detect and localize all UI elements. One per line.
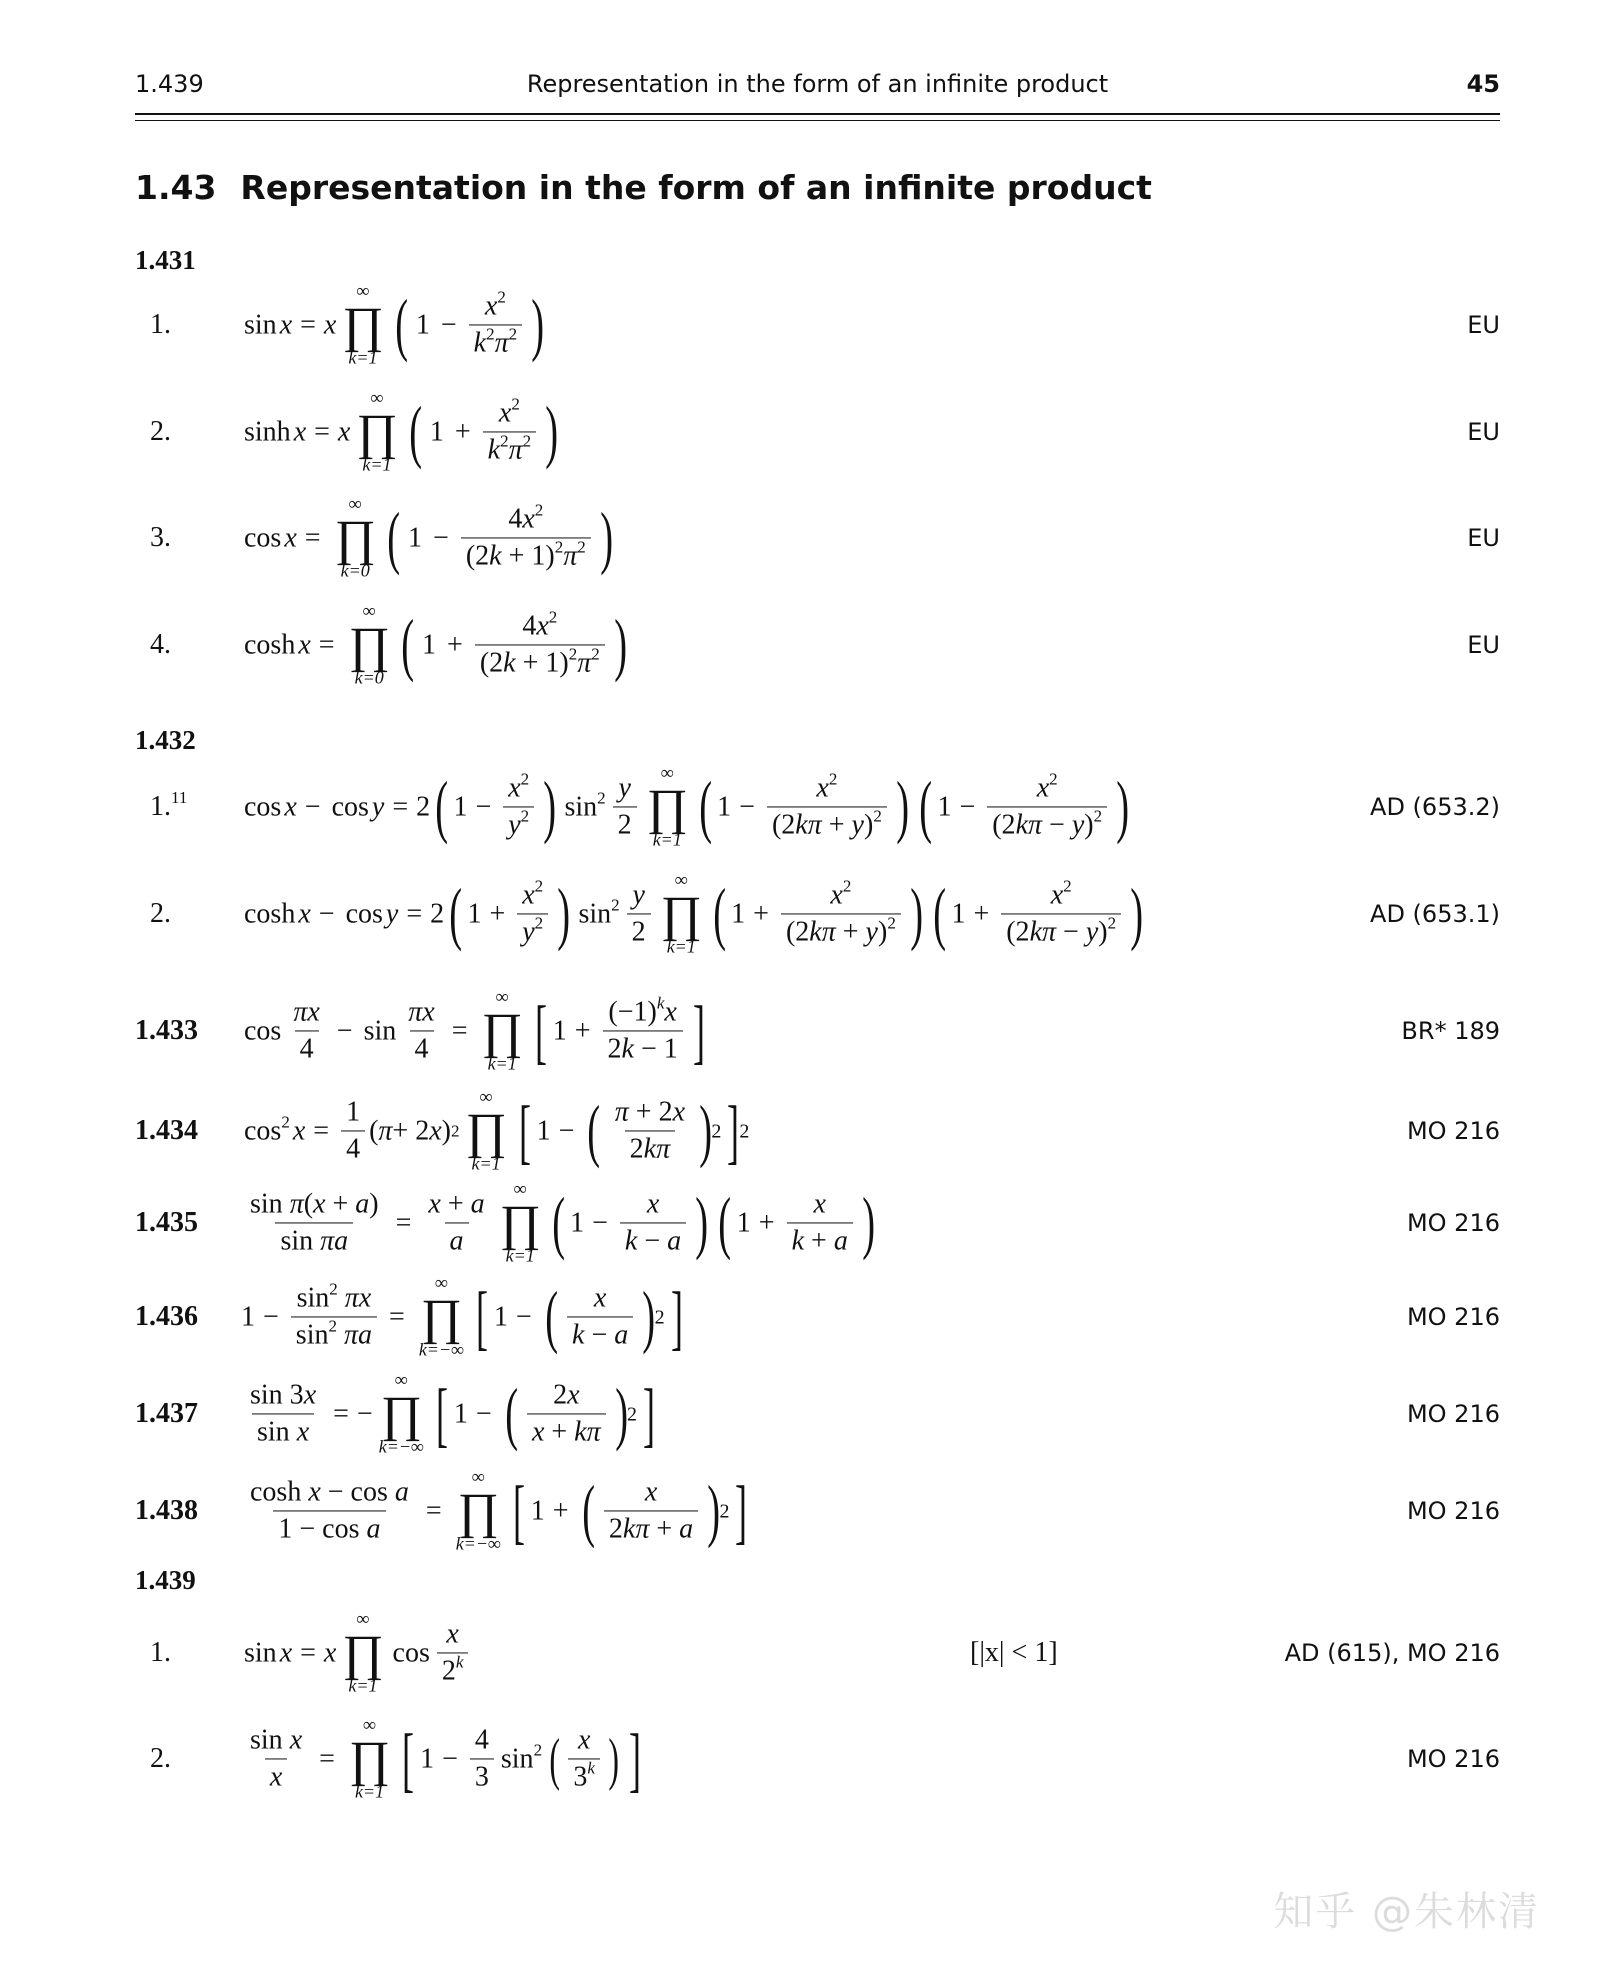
formula-1437 <box>135 1367 1500 1461</box>
formula-number: 2. <box>150 416 171 447</box>
formula-number: 1.433 <box>135 1015 198 1046</box>
formula-number: 3. <box>150 522 171 553</box>
formula-number: 1. <box>150 1637 171 1668</box>
formula-reference: MO 216 <box>1406 1303 1500 1331</box>
formula-reference: MO 216 <box>1406 1745 1500 1773</box>
formula-expression: cosh x = ∞ ∏ k=0 ( 1 + $\frac{4x^2}{(2k + 1)^2\pi^2}$ ) <box>244 600 627 688</box>
formula-expression: 1 − $\frac{\sin^2 \pi x}{\sin^2 \pi a}$ = ∞ ∏ k=−∞ [ 1 − ( $\frac{x}{k - a}$ ) 2 ] <box>241 1272 683 1360</box>
formula-reference: AD (653.2) <box>1370 793 1500 821</box>
header-section-ref: 1.439 <box>135 70 204 98</box>
formula-reference: EU <box>1467 311 1500 339</box>
footnote-marker: 11 <box>171 788 188 808</box>
formula-reference: AD (653.1) <box>1370 900 1500 928</box>
formula-1431-3 <box>135 493 1500 583</box>
formula-1432-2 <box>135 867 1500 961</box>
formula-1433 <box>135 985 1500 1077</box>
formula-number: 2. <box>150 1743 171 1774</box>
formula-expression: $\frac{\sin 3x}{\text{sin x}}$ = − ∞ ∏ k=−∞ [ 1 − ( $\frac{2x}{x + k\pi}$ ) 2 ] <box>250 1369 655 1457</box>
formula-reference: MO 216 <box>1406 1497 1500 1525</box>
watermark: 知乎 @朱林清 <box>1273 1889 1540 1935</box>
formula-number: 1.437 <box>135 1398 198 1429</box>
group-heading-1431: 1.431 <box>135 245 196 275</box>
formula-expression: $\frac{\text{sin x}}{x}$ = ∞ ∏ k=1 [ 1 − $\frac{4}{3}$ $\sin^2$ ( $\frac{x}{3^k}$ ) ] <box>250 1714 642 1802</box>
formula-number: 1.438 <box>135 1495 198 1526</box>
formula-expression: sinh x = x ∞ ∏ k=1 ( 1 + $\frac{x^2}{k^2\pi^2}$ ) <box>244 387 559 475</box>
formula-condition: [|x| < 1] <box>970 1637 1058 1668</box>
formula-1432-1 <box>135 760 1500 854</box>
formula-1431-4 <box>135 600 1500 690</box>
formula-number: 1.434 <box>135 1115 198 1146</box>
formula-reference: BR* 189 <box>1401 1017 1500 1045</box>
formula-expression: cos $\frac{\pi x}{4}$ − sin $\frac{\pi x}{4}$ = ∞ ∏ k=1 [ 1 + $\frac{(-1)^kx}{2k - 1}$ ] <box>244 986 705 1074</box>
formula-expression: cos x = ∞ ∏ k=0 ( 1 − $\frac{4x^2}{(2k + 1)^2\pi^2}$ ) <box>244 493 613 581</box>
group-heading-1432: 1.432 <box>135 725 196 755</box>
formula-1431-1 <box>135 280 1500 370</box>
section-number: 1.43 <box>135 168 217 207</box>
formula-number: 1.436 <box>135 1301 198 1332</box>
formula-expression: cosh x − cos y = 2 ( 1 + $\frac{x^2}{y^2}$ ) $\sin^2$ $\frac{y}{2}$ ∞ ∏ k=1 ( 1 + $\frac{x^2}{(2k\pi + y)^2}$ ) ( 1 + $\frac{x^2}{(2k\pi - y)^2}$ ) <box>244 869 1144 957</box>
section-heading <box>135 168 1152 207</box>
formula-number: 1.435 <box>135 1207 198 1238</box>
formula-1434 <box>135 1085 1500 1177</box>
formula-1439-2 <box>135 1714 1500 1804</box>
formula-reference: EU <box>1467 418 1500 446</box>
formula-number: 4. <box>150 629 171 660</box>
formula-1436 <box>135 1270 1500 1364</box>
formula-reference: MO 216 <box>1406 1209 1500 1237</box>
formula-expression: $\frac{\text{sin π(x + a)}}{\text{sin πa}}$ = $\frac{x + a}{a}$ ∞ ∏ k=1 ( 1 − $\frac{x}{k - a}$ ) ( 1 + $\frac{x}{k + a}$ ) <box>250 1178 875 1266</box>
header-rule-thin <box>135 120 1500 121</box>
formula-1438 <box>135 1464 1500 1558</box>
formula-1439-1 <box>135 1608 1500 1698</box>
formula-expression: $\cos^2$ x = $\frac{1}{4}$ ( π + 2 x ) 2 ∞ ∏ k=1 [ 1 − ( $\frac{\pi + 2x}{2k\pi}$ ) 2 ] 2 <box>244 1086 750 1174</box>
page-number: 45 <box>1466 70 1500 98</box>
formula-expression: sin x = x ∞ ∏ k=1 cos $\frac{x}{2^k}$ <box>241 1609 472 1696</box>
formula-reference: MO 216 <box>1406 1400 1500 1428</box>
formula-number: 2. <box>150 898 171 929</box>
formula-1435 <box>135 1178 1500 1268</box>
formula-reference: MO 216 <box>1406 1117 1500 1145</box>
formula-reference: EU <box>1467 524 1500 552</box>
header-rule-thick <box>135 113 1500 115</box>
section-title: Representation in the form of an infinite product <box>240 168 1152 207</box>
header-title: Representation in the form of an infinite product <box>526 70 1109 98</box>
formula-reference: AD (615), MO 216 <box>1284 1639 1500 1667</box>
formula-expression: $\frac{\text{cosh x − cos a}}{\text{1 − cos a}}$ = ∞ ∏ k=−∞ [ 1 + ( $\frac{x}{2k\pi + a}$ ) 2 ] <box>250 1466 748 1554</box>
running-header <box>135 70 1500 106</box>
formula-number: 1.11 <box>150 788 188 822</box>
formula-expression: sin x = x ∞ ∏ k=1 ( 1 − $\frac{x^2}{k^2\pi^2}$ ) <box>244 280 545 368</box>
formula-1431-2 <box>135 387 1500 477</box>
formula-number: 1. <box>150 309 171 340</box>
formula-reference: EU <box>1467 631 1500 659</box>
formula-expression: cos x − cos y = 2 ( 1 − $\frac{x^2}{y^2}$ ) $\sin^2$ $\frac{y}{2}$ ∞ ∏ k=1 ( 1 − $\frac{x^2}{(2k\pi + y)^2}$ ) ( 1 − $\frac{x^2}{(2k\pi - y)^2}$ ) <box>244 762 1130 850</box>
group-heading-1439: 1.439 <box>135 1565 196 1595</box>
